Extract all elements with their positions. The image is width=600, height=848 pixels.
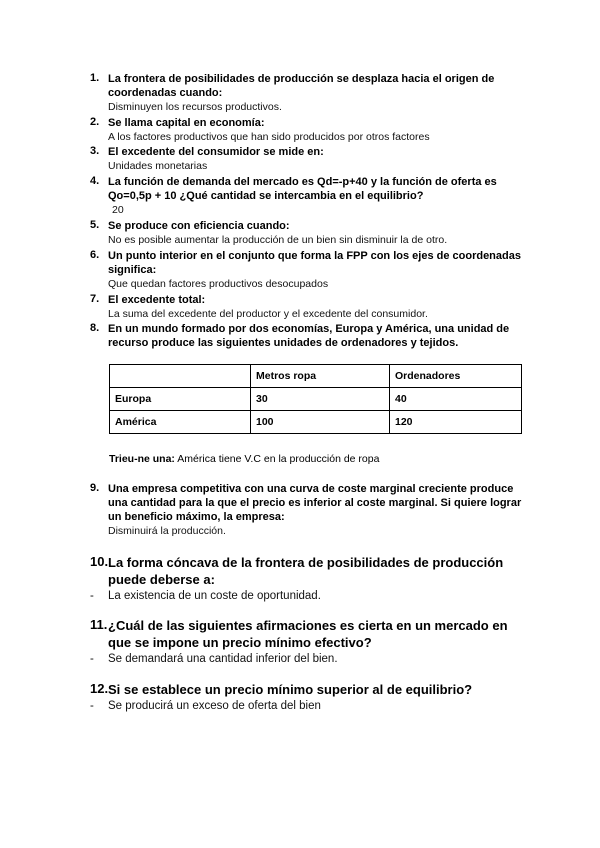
table-cell: 30	[251, 388, 390, 411]
table-header-row	[110, 365, 522, 388]
answer-text: 20	[112, 204, 124, 216]
question-number: 2.	[90, 116, 100, 128]
question-8	[90, 322, 530, 350]
question-text: Si se establece un precio mínimo superior al de equilibrio?	[108, 682, 473, 697]
question-6	[90, 249, 530, 292]
question-text: La forma cóncava de la frontera de posibilidades de producción puede deberse a:	[108, 555, 504, 587]
table-header-cell: Ordenadores	[390, 365, 522, 388]
answer-value: Se demandará una cantidad inferior del bien.	[108, 653, 338, 665]
list-dash: -	[90, 653, 94, 665]
question-text: El excedente del consumidor se mide en:	[108, 146, 324, 158]
question-5	[90, 219, 530, 248]
answer-text: Disminuirá la producción.	[108, 525, 226, 537]
list-dash: -	[90, 700, 94, 712]
question-text: Se llama capital en economía:	[108, 117, 265, 129]
question-number: 6.	[90, 249, 100, 261]
question-3	[90, 145, 530, 174]
question-text: La frontera de posibilidades de producción se desplaza hacia el origen de coordenadas cuando:	[108, 73, 495, 99]
table-cell: 100	[251, 411, 390, 434]
answer-text: La suma del excedente del productor y el excedente del consumidor.	[108, 308, 428, 320]
question-number: 7.	[90, 293, 100, 305]
production-table	[109, 364, 522, 434]
question-4	[90, 175, 530, 218]
table-row	[110, 388, 522, 411]
list-dash: -	[90, 590, 94, 602]
question-number: 10.	[90, 554, 109, 569]
question-2	[90, 116, 530, 145]
question-text: En un mundo formado por dos economías, Europa y América, una unidad de recurso produce las siguientes unidades de ordenadores y tejidos.	[108, 323, 510, 349]
question-number: 4.	[90, 175, 100, 187]
answer-text: Que quedan factores productivos desocupados	[108, 278, 329, 290]
question-10	[90, 554, 530, 605]
question-text: El excedente total:	[108, 294, 206, 306]
table-header-cell: Metros ropa	[251, 365, 390, 388]
question-text: Se produce con eficiencia cuando:	[108, 220, 290, 232]
question-number: 11.	[90, 617, 108, 632]
answer-value: La existencia de un coste de oportunidad.	[108, 590, 321, 602]
table-cell: Europa	[110, 388, 251, 411]
question-number: 9.	[90, 482, 100, 494]
answer-text: Disminuyen los recursos productivos.	[108, 101, 282, 113]
table-cell: 40	[390, 388, 522, 411]
question-number: 8.	[90, 322, 100, 334]
answer-text	[90, 698, 530, 715]
question-number: 1.	[90, 72, 100, 84]
question-9	[90, 482, 530, 539]
answer-text: No es posible aumentar la producción de un bien sin disminuir la de otro.	[108, 234, 448, 246]
chosen-answer-label: Trieu-ne una:	[109, 453, 175, 465]
question-text: Una empresa competitiva con una curva de coste marginal creciente produce una cantidad para la que el precio es inferior al coste marginal. Si quiere lograr un beneficio máximo, la empresa:	[108, 483, 522, 523]
chosen-answer-text: América tiene V.C en la producción de ropa	[177, 453, 380, 465]
answer-text	[90, 588, 530, 605]
question-number: 3.	[90, 145, 100, 157]
answer-text	[90, 651, 530, 668]
answer-text: Unidades monetarias	[108, 160, 208, 172]
table-cell: América	[110, 411, 251, 434]
question-12	[90, 681, 530, 715]
answer-value: Se producirá un exceso de oferta del bien	[108, 700, 321, 712]
question-text: Un punto interior en el conjunto que forma la FPP con los ejes de coordenadas significa:	[108, 250, 521, 276]
question-text: ¿Cuál de las siguientes afirmaciones es cierta en un mercado en que se impone un precio mínimo efectivo?	[108, 618, 508, 650]
answer-text: A los factores productivos que han sido producidos por otros factores	[108, 131, 430, 143]
question-1	[90, 72, 530, 115]
table-row	[110, 411, 522, 434]
question-number: 5.	[90, 219, 100, 231]
question-text: La función de demanda del mercado es Qd=-p+40 y la función de oferta es Qo=0,5p + 10 ¿Qué cantidad se intercambia en el equilibrio?	[108, 176, 497, 202]
table-cell: 120	[390, 411, 522, 434]
question-number: 12.	[90, 681, 109, 696]
chosen-answer	[109, 453, 379, 465]
table-header-cell	[110, 365, 251, 388]
question-11	[90, 617, 530, 668]
question-7	[90, 293, 530, 322]
